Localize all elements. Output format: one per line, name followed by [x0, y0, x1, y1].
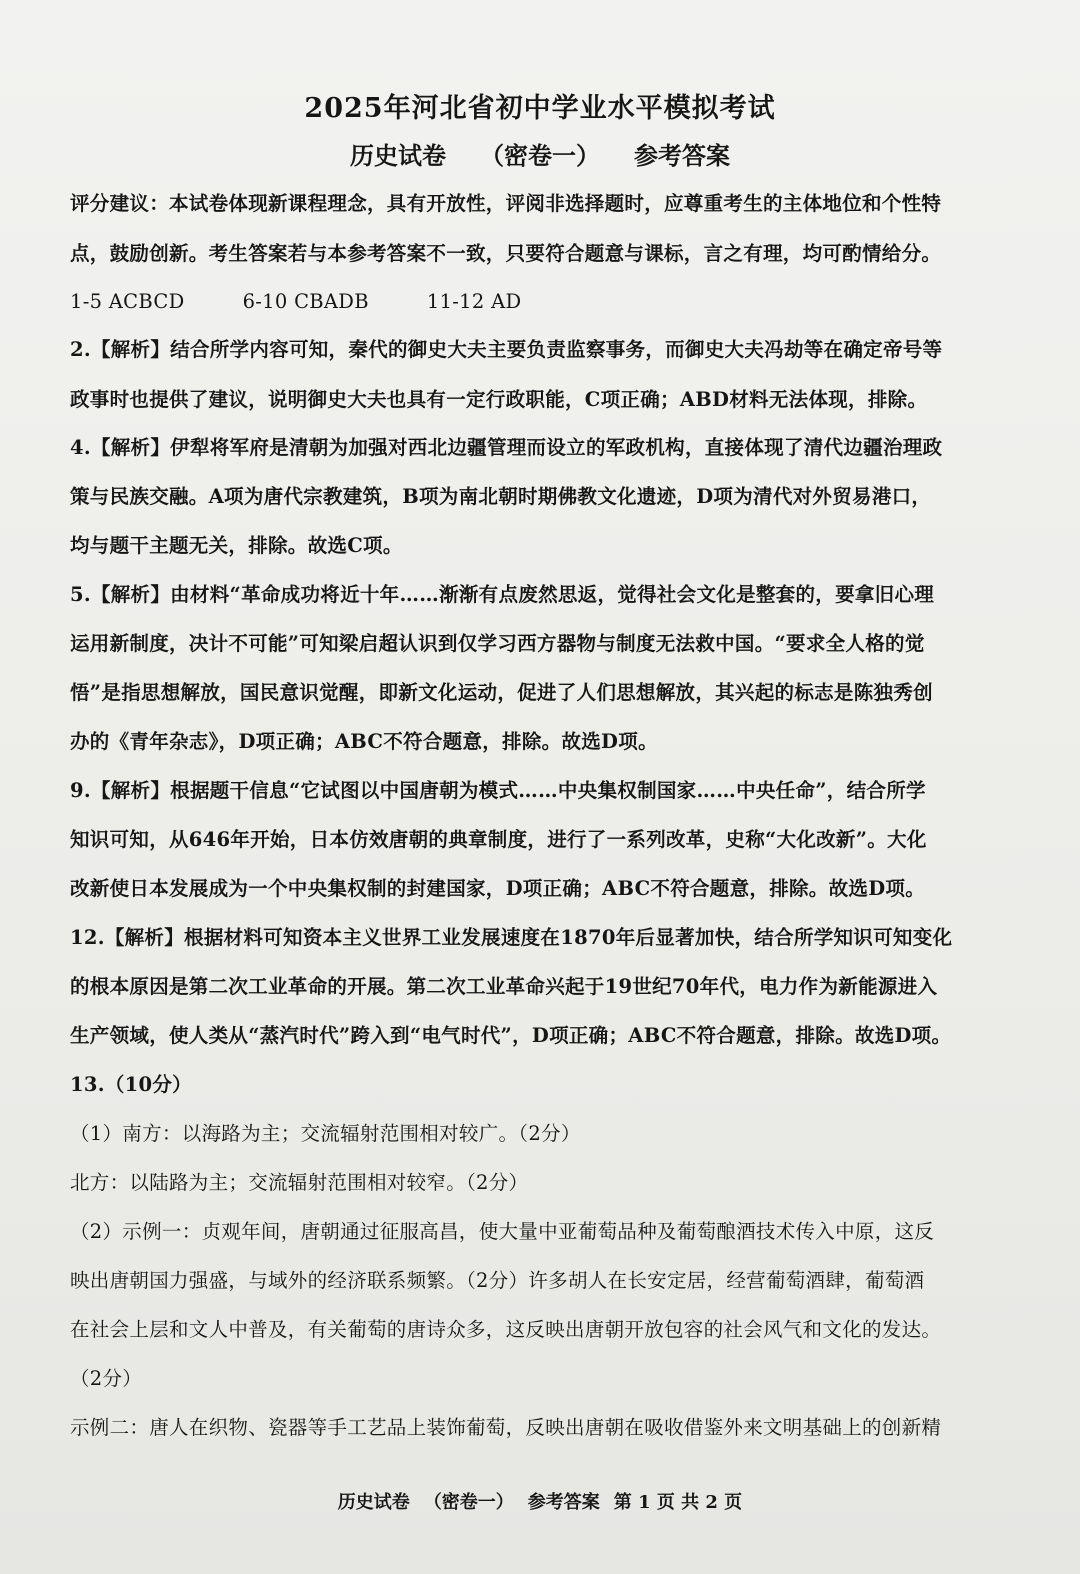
analysis-q2-line-1: 2.【解析】结合所学内容可知，秦代的御史大夫主要负责监察事务，而御史大夫冯劫等在确定帝号等	[70, 338, 943, 361]
choice-answers	[70, 289, 1005, 315]
analysis-q4-line-2: 策与民族交融。A项为唐代宗教建筑，B项为南北朝时期佛教文化遗迹，D项为清代对外贸易港口，	[70, 485, 932, 508]
analysis-q9-line-2: 知识可知，从646年开始，日本仿效唐朝的典章制度，进行了一系列改革，史称“大化改新”。大化	[70, 828, 927, 851]
subtitle-answer: 参考答案	[634, 141, 730, 170]
q13-part2-line-5: 示例二：唐人在织物、瓷器等手工艺品上装饰葡萄，反映出唐朝在吸收借鉴外来文明基础上的创新精	[70, 1416, 942, 1439]
analysis-q5-line-4: 办的《青年杂志》，D项正确；ABC不符合题意，排除。故选D项。	[70, 730, 658, 753]
analysis-q12-line-2: 的根本原因是第二次工业革命的开展。第二次工业革命兴起于19世纪70年代，电力作为新能源进入	[70, 975, 938, 998]
analysis-q4-line-3: 均与题干主题无关，排除。故选C项。	[70, 534, 403, 557]
q13-part2-line-3: 在社会上层和文人中普及，有关葡萄的唐诗众多，这反映出唐朝开放包容的社会风气和文化的发达。	[70, 1318, 942, 1341]
q13-part2-line-1: （2）示例一：贞观年间，唐朝通过征服高昌，使大量中亚葡萄品种及葡萄酿酒技术传入中原，这反	[70, 1220, 935, 1243]
page-subtitle	[0, 136, 1080, 171]
answer-key-1-5: 1-5 ACBCD	[70, 290, 185, 313]
analysis-q12-line-1: 12.【解析】根据材料可知资本主义世界工业发展速度在1870年后显著加快，结合所学知识可知变化	[70, 926, 953, 949]
q13-part1-north: 北方：以陆路为主；交流辐射范围相对较窄。（2分）	[70, 1171, 529, 1194]
answer-key-11-12: 11-12 AD	[426, 290, 522, 313]
footer-page-number: 第 1 页 共 2 页	[613, 1492, 743, 1513]
analysis-q2-line-2: 政事时也提供了建议，说明御史大夫也具有一定行政职能，C项正确；ABD材料无法体现，排除。	[70, 388, 928, 411]
footer-paper: （密卷一）	[423, 1492, 514, 1513]
analysis-q5-line-2: 运用新制度，决计不可能”可知梁启超认识到仅学习西方器物与制度无法救中国。“要求全人格的觉	[70, 632, 925, 655]
q13-part2-line-2: 映出唐朝国力强盛，与域外的经济联系频繁。（2分）许多胡人在长安定居，经营葡萄酒肆，葡萄酒	[70, 1269, 925, 1292]
q13-part2-line-4: （2分）	[70, 1367, 143, 1390]
subtitle-paper: （密卷一）	[480, 141, 600, 170]
grading-note-line-2: 点，鼓励创新。考生答案若与本参考答案不一致，只要符合题意与课标，言之有理，均可酌情给分。	[70, 242, 942, 265]
footer-subject: 历史试卷	[337, 1492, 410, 1513]
analysis-q4-line-1: 4.【解析】伊犁将军府是清朝为加强对西北边疆管理而设立的军政机构，直接体现了清代边疆治理政	[70, 436, 943, 459]
analysis-q12-line-3: 生产领域，使人类从“蒸汽时代”跨入到“电气时代”，D项正确；ABC不符合题意，排除。故选D项。	[70, 1024, 952, 1047]
page-title: 2025年河北省初中学业水平模拟考试	[304, 93, 776, 124]
analysis-q9-line-1: 9.【解析】根据题干信息“它试图以中国唐朝为模式……中央集权制国家……中央任命”，结合所学	[70, 779, 926, 802]
footer-answer: 参考答案	[527, 1492, 600, 1513]
grading-note-line-1: 评分建议：本试卷体现新课程理念，具有开放性，评阅非选择题时，应尊重考生的主体地位和个性特	[70, 192, 942, 215]
q13-part1-south: （1）南方：以海路为主；交流辐射范围相对较广。（2分）	[70, 1122, 581, 1145]
analysis-q5-line-3: 悟”是指思想解放，国民意识觉醒，即新文化运动，促进了人们思想解放，其兴起的标志是陈独秀创	[70, 681, 933, 704]
analysis-q9-line-3: 改新使日本发展成为一个中央集权制的封建国家，D项正确；ABC不符合题意，排除。故选D项。	[70, 877, 926, 900]
subtitle-subject: 历史试卷	[350, 141, 446, 170]
page-footer	[0, 1488, 1080, 1514]
analysis-q5-line-1: 5.【解析】由材料“革命成功将近十年……渐渐有点废然思返，觉得社会文化是整套的，要拿旧心理	[70, 583, 935, 606]
q13-heading: 13.（10分）	[70, 1073, 192, 1096]
answer-key-6-10: 6-10 CBADB	[242, 290, 369, 313]
